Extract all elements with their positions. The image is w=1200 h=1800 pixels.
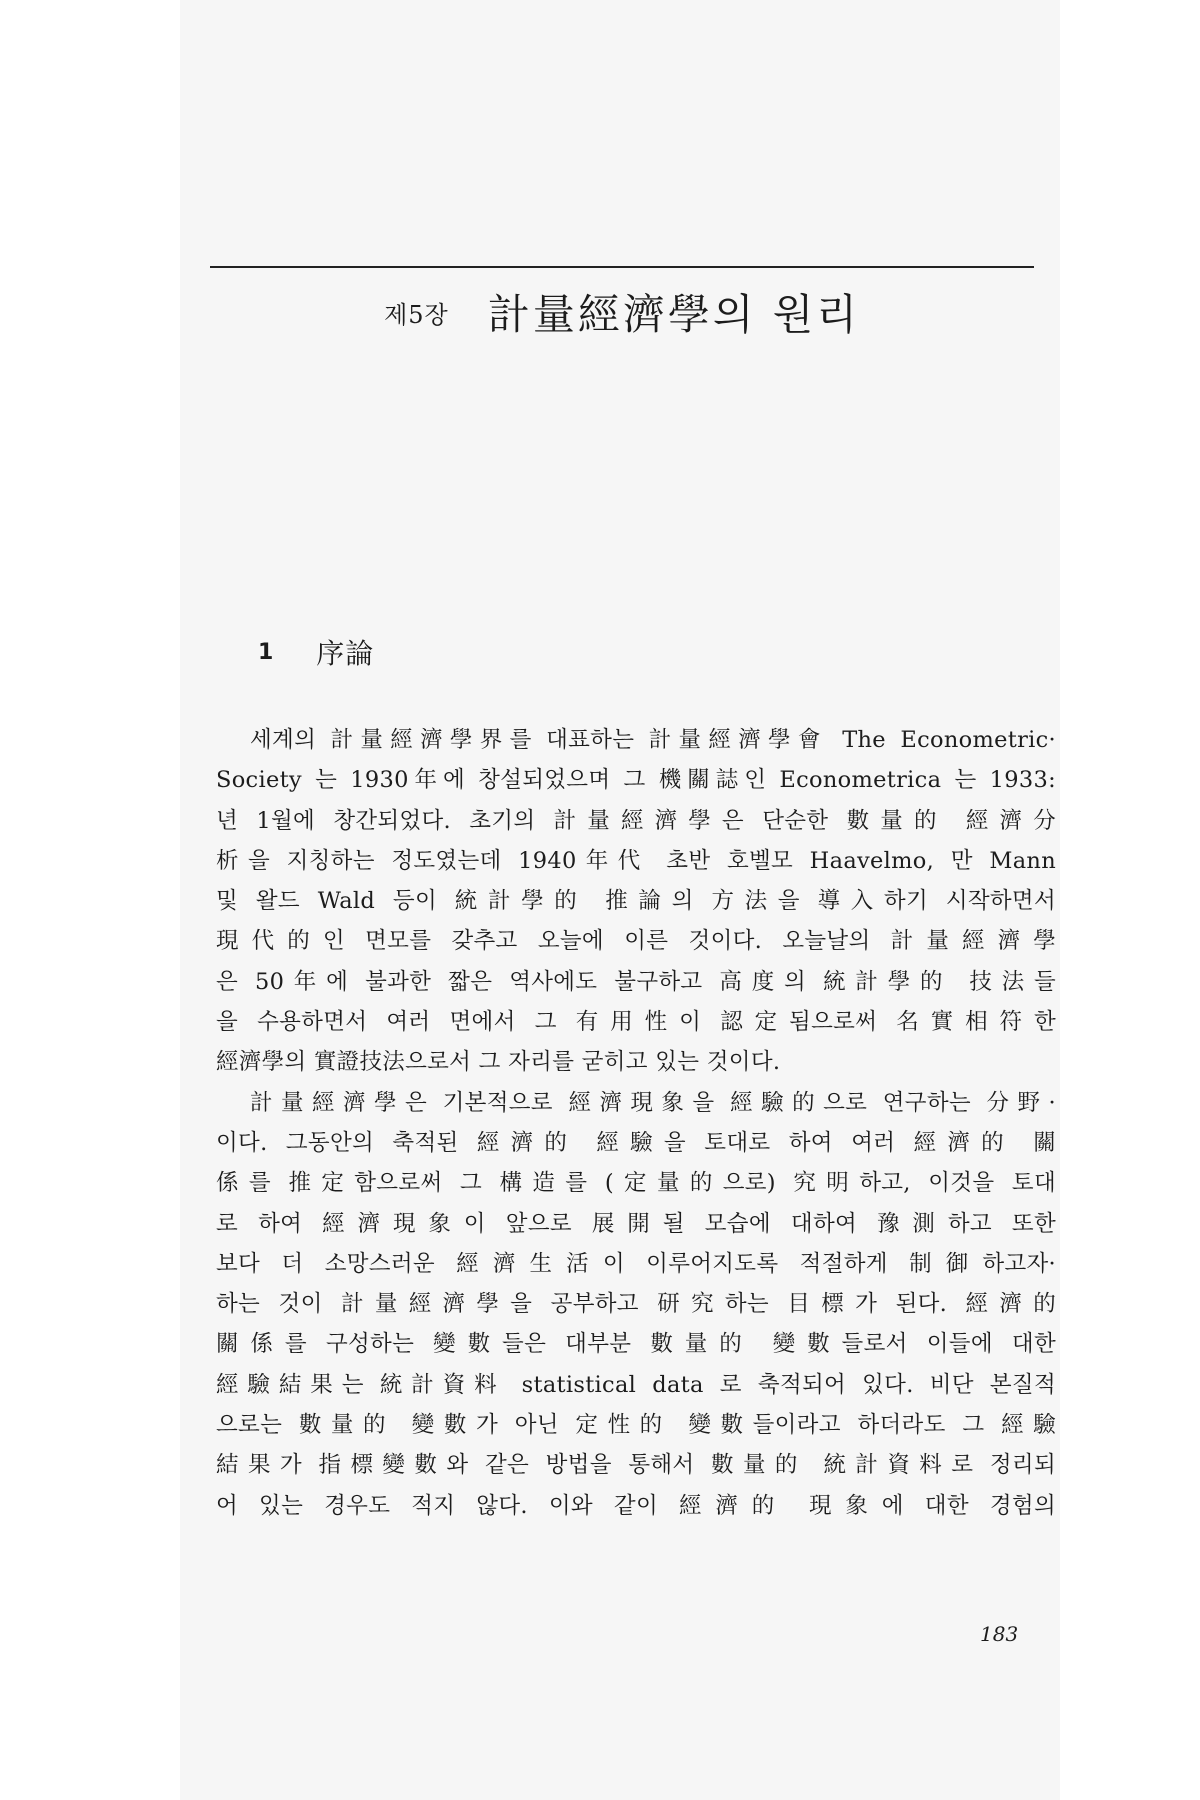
text-line: 하는 것이 計量經濟學을 공부하고 研究하는 目標가 된다. 經濟的	[216, 1291, 1056, 1318]
section-heading	[258, 632, 374, 672]
text-line: 보다 더 소망스러운 經濟生活이 이루어지도록 적절하게 制御하고자·	[216, 1250, 1056, 1277]
text-line: 結果가 指標變數와 같은 방법을 통해서 數量的 統計資料로 정리되	[216, 1452, 1056, 1479]
section-title: 序論	[316, 637, 375, 670]
text-line: 년 1월에 창간되었다. 초기의 計量經濟學은 단순한 數量的 經濟分	[216, 807, 1056, 834]
text-line: 은 50年에 불과한 짧은 역사에도 불구하고 高度의 統計學的 技法들	[216, 968, 1056, 995]
chapter-heading	[210, 282, 1034, 342]
text-line: Society 는 1930年에 창설되었으며 그 機關誌인 Econometrica 는 1933:	[216, 767, 1056, 794]
text-line: 經驗結果는 統計資料 statistical data 로 축적되어 있다. 비단 본질적	[216, 1371, 1056, 1398]
text-line: 세계의 計量經濟學界를 대표하는 計量經濟學會 The Econometric·	[250, 727, 1056, 753]
chapter-number: 제5장	[384, 300, 449, 329]
text-line: 析을 지칭하는 정도였는데 1940年代 초반 호벨모 Haavelmo, 만 Mann	[216, 847, 1056, 874]
text-line: 로 하여 經濟現象이 앞으로 展開될 모습에 대하여 豫測하고 또한	[216, 1210, 1056, 1237]
chapter-title: 計量經濟學의 원리	[487, 290, 860, 339]
text-line: 係를 推定함으로써 그 構造를 (定量的으로) 究明하고, 이것을 토대	[216, 1170, 1056, 1197]
body-text	[216, 720, 1056, 1526]
text-line: 計量經濟學은 기본적으로 經濟現象을 經驗的으로 연구하는 分野·	[250, 1089, 1056, 1116]
chapter-rule	[210, 266, 1034, 268]
section-number: 1	[258, 639, 274, 665]
text-line: 現代的인 면모를 갖추고 오늘에 이른 것이다. 오늘날의 計量經濟學	[216, 928, 1056, 955]
text-line: 이다. 그동안의 축적된 經濟的 經驗을 토대로 하여 여러 經濟的 關	[216, 1129, 1056, 1156]
page-number: 183	[980, 1622, 1019, 1646]
text-line: 關係를 구성하는 變數들은 대부분 數量的 變數들로서 이들에 대한	[216, 1331, 1056, 1358]
text-line: 및 왈드 Wald 등이 統計學的 推論의 方法을 導入하기 시작하면서	[216, 888, 1056, 915]
text-line: 을 수용하면서 여러 면에서 그 有用性이 認定됨으로써 名實相符한	[216, 1009, 1056, 1036]
text-line: 어 있는 경우도 적지 않다. 이와 같이 經濟的 現象에 대한 경험의	[216, 1492, 1056, 1519]
text-line: 으로는 數量的 變數가 아닌 定性的 變數들이라고 하더라도 그 經驗	[216, 1412, 1056, 1439]
text-line: 經濟學의 實證技法으로서 그 자리를 굳히고 있는 것이다.	[216, 1049, 781, 1076]
